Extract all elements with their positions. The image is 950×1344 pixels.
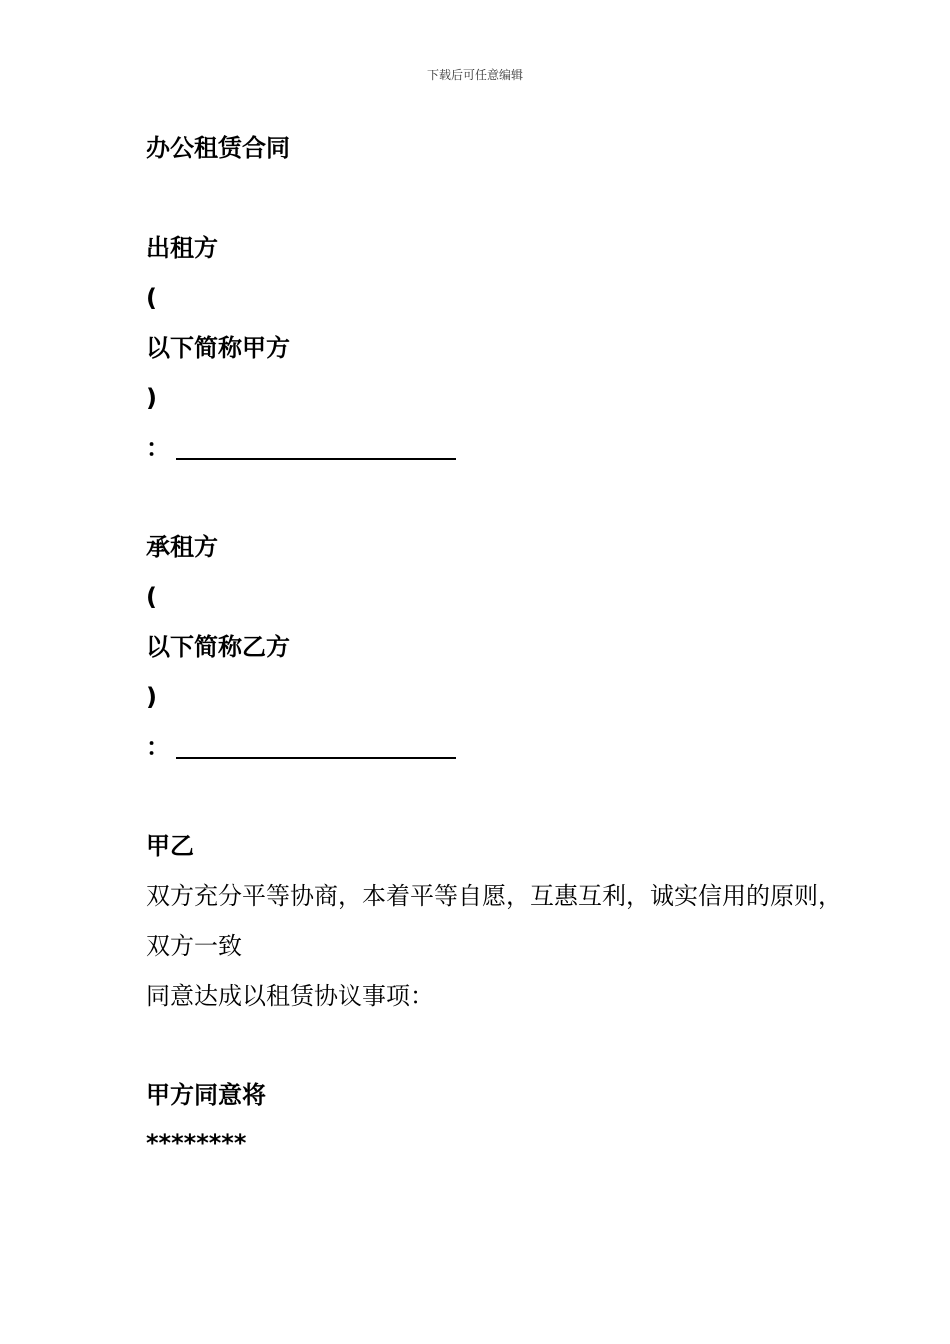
lessor-colon: ： [146, 434, 170, 462]
clause1-heading: 甲方同意将 [146, 1081, 266, 1109]
document-title: 办公租赁合同 [146, 134, 290, 162]
lessee-name-blank[interactable] [176, 737, 456, 759]
lessee-alias: 以下简称乙方 [146, 633, 290, 661]
lessee-colon: ： [146, 733, 170, 761]
lessee-close-paren: ) [146, 683, 157, 711]
lessor-name-row [146, 436, 456, 460]
parties-heading: 甲乙 [146, 832, 194, 860]
lessee-open-paren: ( [146, 583, 157, 611]
intro-line-1: 双方充分平等协商，本着平等自愿，互惠互利，诚实信用的原则， [146, 882, 842, 910]
intro-line-2: 双方一致 [146, 932, 242, 960]
lessee-label: 承租方 [146, 533, 218, 561]
lessor-close-paren: ) [146, 384, 157, 412]
lessor-label: 出租方 [146, 234, 218, 262]
lessee-name-row [146, 735, 456, 759]
lessor-alias: 以下简称甲方 [146, 334, 290, 362]
lessor-name-blank[interactable] [176, 438, 456, 460]
intro-line-3: 同意达成以租赁协议事项： [146, 982, 434, 1010]
page-header-note: 下载后可任意编辑 [426, 68, 523, 82]
lessor-open-paren: ( [146, 284, 157, 312]
clause1-placeholder: ******** [146, 1129, 247, 1157]
